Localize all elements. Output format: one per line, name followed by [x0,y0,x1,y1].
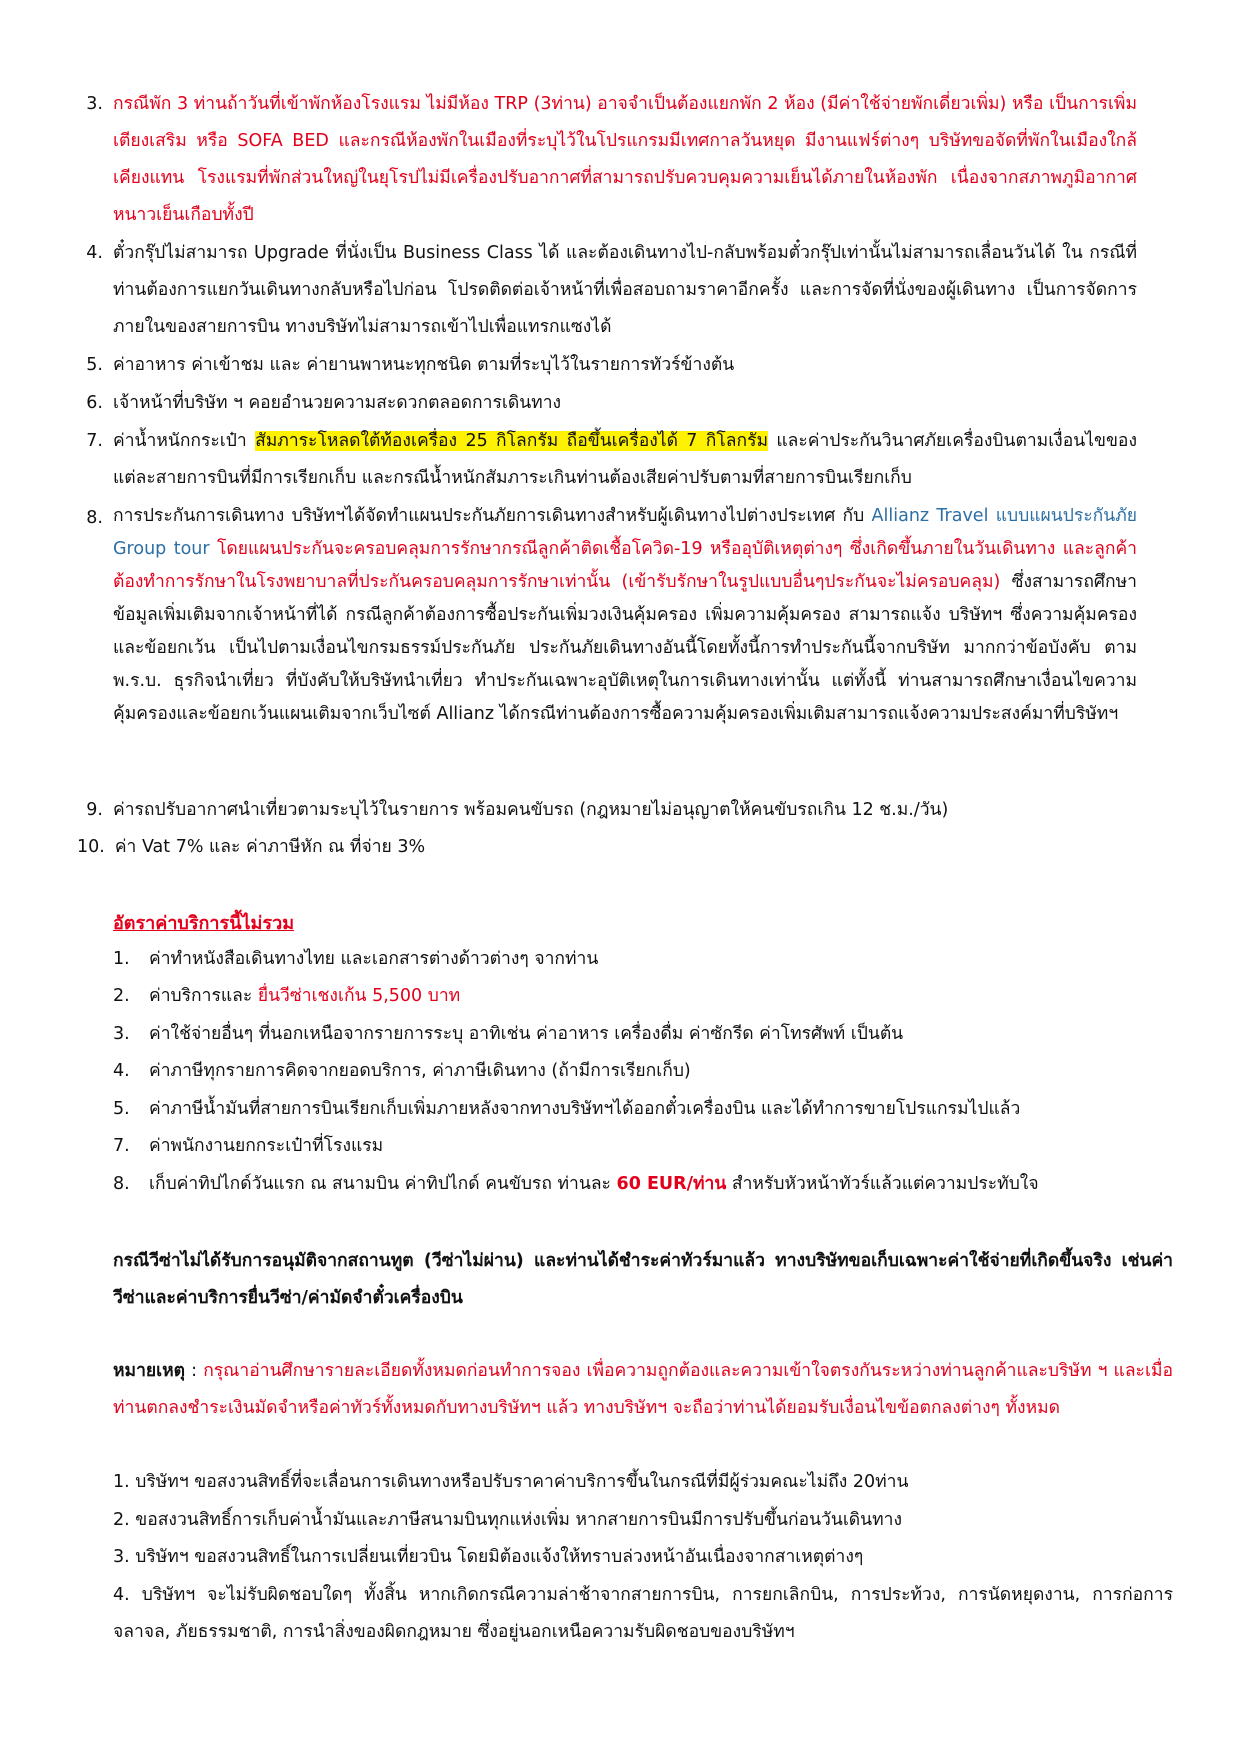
excluded-heading: อัตราค่าบริการนี้ไม่รวม [113,913,295,934]
item-number: 7. [113,1136,130,1156]
excluded-item-7 [113,1128,1173,1165]
remark-item-3: 3. บริษัทฯ ขอสงวนสิทธิ์ในการเปลี่ยนเที่ยวบิน โดยมิต้องแจ้งให้ทราบล่วงหน้าอันเนื่องจากสาเหตุต่างๆ [113,1547,864,1567]
item-text [149,1166,1173,1203]
remark-text: กรุณาอ่านศึกษารายละเอียดทั้งหมดก่อนทำการจอง เพื่อความถูกต้องและความเข้าใจตรงกันระหว่างท่านลูกค้าและบริษัท ฯ และเมื่อท่านตกลงชำระเงินมัดจำหรือค่าทัวร์ทั้งหมดกับทางบริษัทฯ แล้ว ทางบริษัทฯ จะถือว่าท่านได้ยอมรับเงื่อนไขข้อตกลงต่างๆ ทั้งหมด [113,1361,1173,1418]
item-number: 8. [113,1174,130,1194]
included-item-8 [77,500,1137,731]
included-item-9 [77,792,1137,829]
item-text: ตั๋วกรุ๊ปไม่สามารถ Upgrade ที่นั่งเป็น Business Class ได้ และต้องเดินทางไป-กลับพร้อมตั๋วกรุ๊ปเท่านั้นไม่สามารถเลื่อนวันได้ ใน กรณีที่ท่านต้องการแยกวันเดินทางกลับหรือไปก่อน โปรดติดต่อเจ้าหน้าที่เพื่อสอบถามราคาอีกครั้ง และการจัดที่นั่งของผู้เดินทาง เป็นการจัดการภายในของสายการบิน ทางบริษัทไม่สามารถเข้าไปเพื่อแทรกแซงได้ [113,243,1137,337]
excluded-item-8 [113,1166,1173,1203]
item-number: 10. [77,837,105,857]
remark-label: หมายเหตุ [113,1361,186,1381]
included-item-6 [77,385,1137,422]
excluded-item-4 [113,1053,1173,1090]
remark-item-1: 1. บริษัทฯ ขอสงวนสิทธิ์ที่จะเลื่อนการเดินทางหรือปรับราคาค่าบริการขึ้นในกรณีที่มีผู้ร่วมคณะไม่ถึง 20ท่าน [113,1472,909,1492]
visa-fee: ยื่นวีซ่าเชงเก้น 5,500 บาท [257,986,461,1006]
excluded-item-2 [113,978,1173,1015]
item-number: 2. [113,986,130,1006]
item-text: ค่ารถปรับอากาศนำเที่ยวตามระบุไว้ในรายการ พร้อมคนขับรถ (กฎหมายไม่อนุญาตให้คนขับรถเกิน 12 ช.ม./วัน) [113,800,949,820]
tip-amount: 60 EUR/ท่าน [616,1174,727,1194]
remark-paragraph [113,1353,1173,1427]
visa-note: กรณีวีซ่าไม่ได้รับการอนุมัติจากสถานทูต (วีซ่าไม่ผ่าน) และท่านได้ชำระค่าทัวร์มาแล้ว ทางบริษัทขอเก็บเฉพาะค่าใช้จ่ายที่เกิดขึ้นจริง เช่นค่าวีซ่าและค่าบริการยื่นวีซ่า/ค่ามัดจำตั๋วเครื่องบิน [113,1251,1173,1308]
item-number: 5. [86,355,103,375]
item-text: ค่าภาษีน้ำมันที่สายการบินเรียกเก็บเพิ่มภายหลังจากทางบริษัทฯได้ออกตั๋วเครื่องบิน และได้ทำการขายโปรแกรมไปแล้ว [149,1099,1021,1119]
remark-item-2: 2. ขอสงวนสิทธิ์การเก็บค่าน้ำมันและภาษีสนามบินทุกแห่งเพิ่ม หากสายการบินมีการปรับขึ้นก่อนวันเดินทาง [113,1510,903,1530]
item-number: 6. [86,393,103,413]
item-number: 3. [86,94,103,114]
item-text-pre: การประกันการเดินทาง บริษัทฯได้จัดทำแผนประกันภัยการเดินทางสำหรับผู้เดินทางไปต่างประเทศ กับ [113,506,872,526]
excluded-item-5 [113,1091,1173,1128]
item-number: 3. [113,1024,130,1044]
insurance-plan-name: Allianz Travel แบบแผนประกันภัย Group tour [113,506,1137,559]
excluded-item-1 [113,941,1173,978]
included-item-3 [77,86,1137,234]
item-text: เจ้าหน้าที่บริษัท ฯ คอยอำนวยความสะดวกตลอดการเดินทาง [113,393,562,413]
included-item-7 [77,423,1137,497]
item-text-pre: ค่าบริการและ [149,986,258,1006]
excluded-item-3 [113,1016,1173,1053]
included-item-5 [77,347,1137,384]
item-text-pre: ค่าน้ำหนักกระเป๋า [113,431,256,451]
item-number: 4. [86,243,103,263]
item-text: ค่าทำหนังสือเดินทางไทย และเอกสารต่างด้าวต่างๆ จากท่าน [149,949,599,969]
item-number: 8. [86,508,103,528]
remark-separator: : [185,1361,204,1381]
included-item-4 [77,235,1137,346]
item-text: ค่าใช้จ่ายอื่นๆ ที่นอกเหนือจากรายการระบุ อาทิเช่น ค่าอาหาร เครื่องดื่ม ค่าซักรีด ค่าโทรศัพท์ เป็นต้น [149,1024,904,1044]
item-text-post: สำหรับหัวหน้าทัวร์แล้วแต่ความประทับใจ [726,1174,1039,1194]
baggage-highlight: สัมภาระโหลดใต้ท้องเครื่อง 25 กิโลกรัม ถือขึ้นเครื่องได้ 7 กิโลกรัม [255,431,769,451]
remark-item-4: 4. บริษัทฯ จะไม่รับผิดชอบใดๆ ทั้งสิ้น หากเกิดกรณีความล่าช้าจากสายการบิน, การยกเลิกบิน, การประท้วง, การนัดหยุดงาน, การก่อการจลาจล, ภัยธรรมชาติ, การนำสิ่งของผิดกฎหมาย ซึ่งอยู่นอกเหนือความรับผิดชอบของบริษัทฯ [113,1585,1173,1642]
item-text: ค่าภาษีทุกรายการคิดจากยอดบริการ, ค่าภาษีเดินทาง (ถ้ามีการเรียกเก็บ) [149,1061,691,1081]
item-text-post: ซึ่งสามารถศึกษาข้อมูลเพิ่มเติมจากเจ้าหน้าที่ได้ กรณีลูกค้าต้องการซื้อประกันเพิ่มวงเงินคุ้มครอง เพิ่มความคุ้มครอง สามารถแจ้ง บริษัทฯ ซึ่งความคุ้มครองและข้อยกเว้น เป็นไปตามเงื่อนไขกรมธรรม์ประกันภัย ประกันภัยเดินทางอันนี้โดยทั้งนี้การทำประกันนี้จากบริษัท มากกว่าข้อบังคับ ตาม พ.ร.บ. ธุรกิจนำเที่ยว ที่บังคับให้บริษัทนำเที่ยว ทำประกันเฉพาะอุบัติเหตุในการเดินทางเท่านั้น แต่ทั้งนี้ ท่านสามารถศึกษาเงื่อนไขความคุ้มครองและข้อยกเว้นแผนเติมจากเว็บไซต์ Allianz ได้กรณีท่านต้องการซื้อความคุ้มครองเพิ่มเติมสามารถแจ้งความประสงค์มาที่บริษัทฯ [113,572,1137,724]
item-text: ค่า Vat 7% และ ค่าภาษีหัก ณ ที่จ่าย 3% [114,837,426,857]
item-text: ค่าพนักงานยกกระเป๋าที่โรงแรม [149,1136,384,1156]
item-number: 4. [113,1061,130,1081]
item-text [113,500,1137,731]
item-number: 1. [113,949,130,969]
included-item-10 [77,829,1137,866]
item-number: 9. [86,800,103,820]
item-text-pre: เก็บค่าทิปไกด์วันแรก ณ สนามบิน ค่าทิปไกด์ คนขับรถ ท่านละ [149,1174,617,1194]
insurance-coverage-note: โดยแผนประกันจะครอบคลุมการรักษากรณีลูกค้าติดเชื้อโควิด-19 หรืออุบัติเหตุต่างๆ ซึ่งเกิดขึ้นภายในวันเดินทาง และลูกค้าต้องทำการรักษาในโรงพยาบาลที่ประกันครอบคลุมการรักษาเท่านั้น (เข้ารับรักษาในรูปแบบอื่นๆประกันจะไม่ครอบคลุม) [113,539,1137,592]
item-text: กรณีพัก 3 ท่านถ้าวันที่เข้าพักห้องโรงแรม ไม่มีห้อง TRP (3ท่าน) อาจจำเป็นต้องแยกพัก 2 ห้อง (มีค่าใช้จ่ายพักเดี่ยวเพิ่ม) หรือ เป็นการเพิ่มเตียงเสริม หรือ SOFA BED และกรณีห้องพักในเมืองที่ระบุไว้ในโปรแกรมมีเทศกาลวันหยุด มีงานแฟร์ต่างๆ บริษัทขอจัดที่พักในเมืองใกล้เคียงแทน โรงแรมที่พักส่วนใหญ่ในยุโรปไม่มีเครื่องปรับอากาศที่สามารถปรับควบคุมความเย็นได้ภายในห้องพัก เนื่องจากสภาพภูมิอากาศหนาวเย็นเกือบทั้งปี [113,94,1137,225]
item-text: ค่าอาหาร ค่าเข้าชม และ ค่ายานพาหนะทุกชนิด ตามที่ระบุไว้ในรายการทัวร์ข้างต้น [113,355,735,375]
item-text-post: และค่าประกันวินาศภัยเครื่องบินตามเงื่อนไขของแต่ละสายการบินที่มีการเรียกเก็บ และกรณีน้ำหนักสัมภาระเกินท่านต้องเสียค่าปรับตามที่สายการบินเรียกเก็บ [113,431,1137,488]
item-text [149,978,1173,1015]
item-number: 5. [113,1099,130,1119]
item-number: 7. [86,431,103,451]
item-text [113,423,1137,497]
